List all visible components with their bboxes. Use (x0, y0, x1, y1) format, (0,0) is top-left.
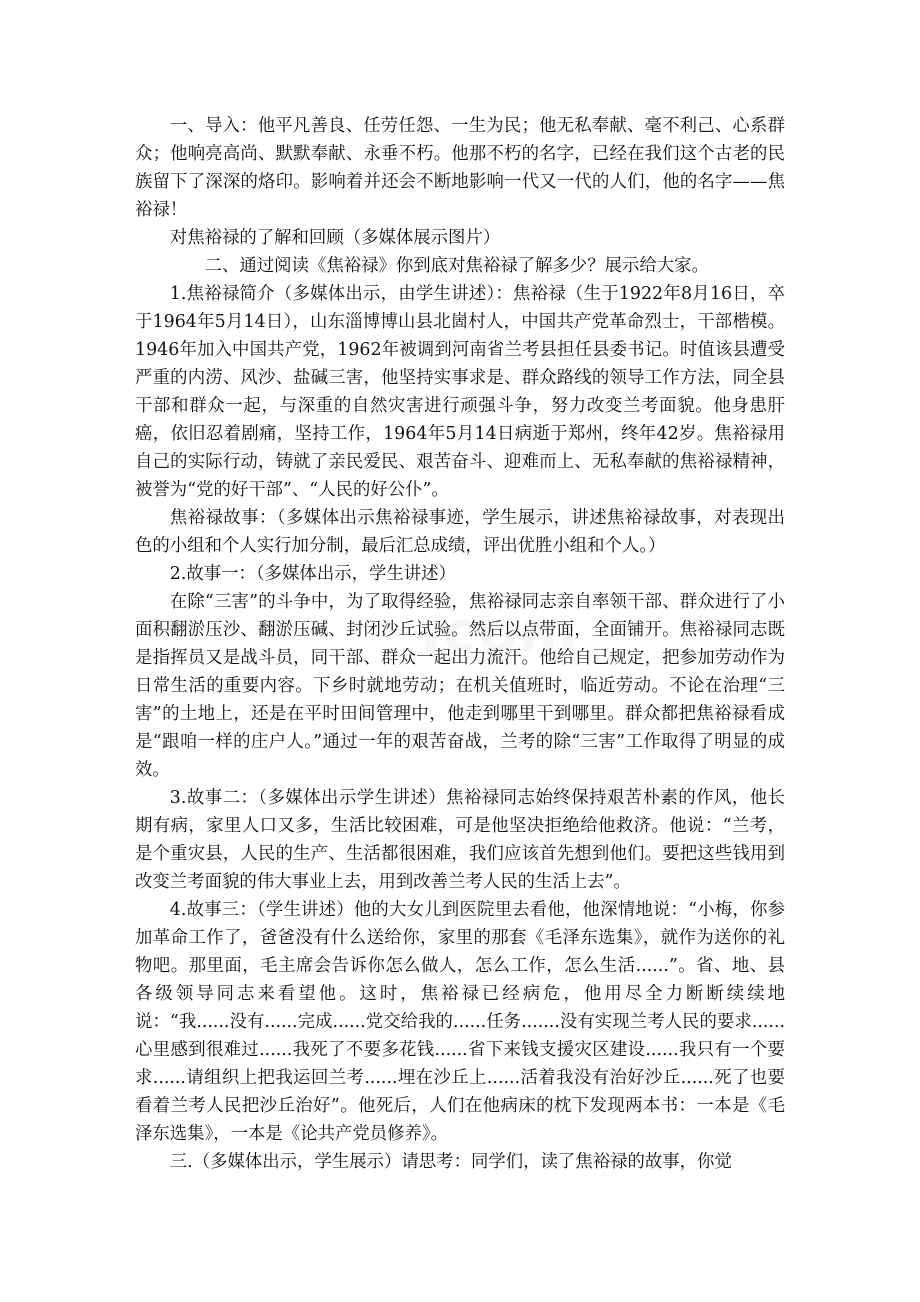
document-body (135, 112, 785, 1176)
paragraph-story-one-heading: 2.故事一：（多媒体出示，学生讲述） (169, 564, 456, 584)
paragraph-review: 对焦裕禄的了解和回顾（多媒体展示图片） (169, 228, 501, 248)
paragraph-section-three: 三.（多媒体出示，学生展示）请思考：同学们，读了焦裕禄的故事，你觉 (169, 1152, 732, 1172)
paragraph-story-three: 4.故事三：（学生讲述）他的大女儿到医院里去看他，他深情地说：“小梅，你参加革命工作了，爸爸没有什么送给你，家里的那套《毛泽东选集》，就作为送你的礼物吧。那里面，毛主席会告诉你怎么做人，怎么工作，怎么生活......”。省、地、县各级领导同志来看望他。这时，焦裕禄已经病危，他用尽全力断断续续地说：“我......没有......完成......党交给我的......任务.......没有实现兰考人民的要求......心里感到很难过......我死了不要多花钱......省下来钱支援灾区建设......我只有一个要求......请组织上把我运回兰考......埋在沙丘上......活着我没有治好沙丘......死了也要看着兰考人民把沙丘治好”。他死后，人们在他病床的枕下发现两本书：一本是《毛泽东选集》，一本是《论共产党员修养》。 (135, 900, 785, 1144)
paragraph-section-two: 二、通过阅读《焦裕禄》你到底对焦裕禄了解多少？展示给大家。 (204, 256, 709, 276)
paragraph-intro: 一、导入：他平凡善良、任劳任怨、一生为民；他无私奉献、毫不利己、心系群众；他响亮高尚、默默奉献、永垂不朽。他那不朽的名字，已经在我们这个古老的民族留下了深深的烙印。影响着并还会不断地影响一代又一代的人们，他的名字——焦裕禄！ (135, 116, 785, 220)
paragraph-biography: 1.焦裕禄简介（多媒体出示，由学生讲述）：焦裕禄（生于1922年8月16日，卒于1964年5月14日），山东淄博博山县北崮村人，中国共产党革命烈士，干部楷模。1946年加入中国共产党，1962年被调到河南省兰考县担任县委书记。时值该县遭受严重的内涝、风沙、盐碱三害，他坚持实事求是、群众路线的领导工作方法，同全县干部和群众一起，与深重的自然灾害进行顽强斗争，努力改变兰考面貌。他身患肝癌，依旧忍着剧痛，坚持工作，1964年5月14日病逝于郑州，终年42岁。焦裕禄用自己的实际行动，铸就了亲民爱民、艰苦奋斗、迎难而上、无私奉献的焦裕禄精神，被誉为“党的好干部”、“人民的好公仆”。 (135, 284, 785, 500)
paragraph-story-two: 3.故事二：（多媒体出示学生讲述）焦裕禄同志始终保持艰苦朴素的作风，他长期有病，家里人口又多，生活比较困难，可是他坚决拒绝给他救济。他说：“兰考，是个重灾县，人民的生产、生活都很困难，我们应该首先想到他们。要把这些钱用到改变兰考面貌的伟大事业上去，用到改善兰考人民的生活上去”。 (135, 788, 785, 892)
paragraph-stories-intro: 焦裕禄故事：（多媒体出示焦裕禄事迹，学生展示，讲述焦裕禄故事，对表现出色的小组和个人实行加分制，最后汇总成绩，评出优胜小组和个人。） (135, 508, 785, 556)
paragraph-story-one: 在除“三害”的斗争中，为了取得经验，焦裕禄同志亲自率领干部、群众进行了小面积翻淤压沙、翻淤压碱、封闭沙丘试验。然后以点带面，全面铺开。焦裕禄同志既是指挥员又是战斗员，同干部、群众一起出力流汗。他给自己规定，把参加劳动作为日常生活的重要内容。下乡时就地劳动；在机关值班时，临近劳动。不论在治理“三害”的土地上，还是在平时田间管理中，他走到哪里干到哪里。群众都把焦裕禄看成是“跟咱一样的庄户人。”通过一年的艰苦奋战，兰考的除“三害”工作取得了明显的成效。 (135, 592, 785, 780)
